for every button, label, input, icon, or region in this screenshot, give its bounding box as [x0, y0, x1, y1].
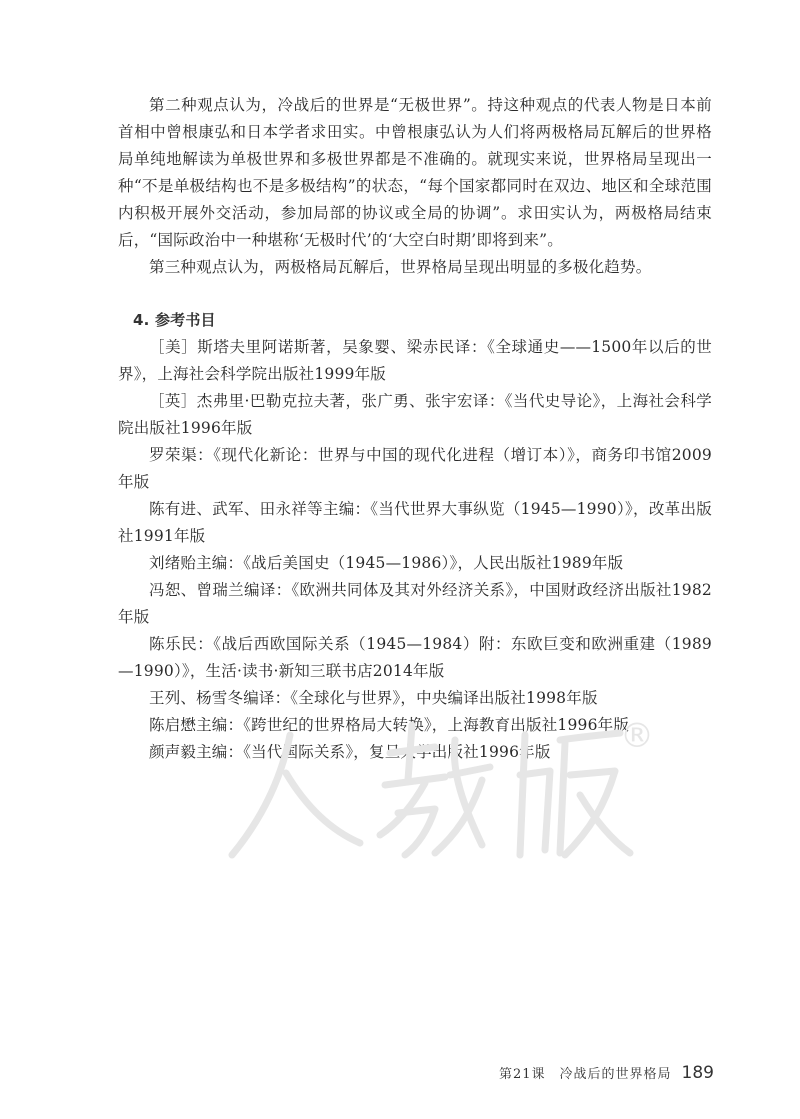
reference-item: 罗荣渠：《现代化新论：世界与中国的现代化进程（增订本）》，商务印书馆2009年版	[118, 446, 712, 491]
paragraph: 第三种观点认为，两极格局瓦解后，世界格局呈现出明显的多极化趋势。	[149, 258, 652, 276]
references-heading: 4. 参考书目	[133, 311, 216, 329]
reference-item: ［美］斯塔夫里阿诺斯著，吴象婴、梁赤民译：《全球通史——1500年以后的世界》，上海社会科学院出版社1999年版	[118, 338, 712, 383]
reference-item: 陈有进、武军、田永祥等主编：《当代世界大事纵览（1945—1990）》，改革出版社1991年版	[118, 500, 712, 545]
page-footer	[499, 1063, 714, 1083]
paragraph: 第二种观点认为，冷战后的世界是“无极世界”。持这种观点的代表人物是日本前首相中曾根康弘和日本学者求田实。中曾根康弘认为人们将两极格局瓦解后的世界格局单纯地解读为单极世界和多极世界都是不准确的。就现实来说，世界格局呈现出一种“不是单极结构也不是多极结构”的状态，“每个国家都同时在双边、地区和全球范围内积极开展外交活动，参加局部的协议或全局的协调”。求田实认为，两极格局结束后，“国际政治中一种堪称‘无极时代’的‘大空白时期’即将到来”。	[118, 96, 712, 249]
reference-item: 陈启懋主编：《跨世纪的世界格局大转换》，上海教育出版社1996年版	[149, 716, 630, 734]
page-number: 189	[681, 1063, 714, 1083]
references-list	[118, 334, 712, 766]
reference-item: 陈乐民：《战后西欧国际关系（1945—1984）附：东欧巨变和欧洲重建（1989—1990）》，生活·读书·新知三联书店2014年版	[118, 635, 712, 680]
registered-mark: ®	[620, 716, 654, 756]
reference-item: 刘绪贻主编：《战后美国史（1945—1986）》，人民出版社1989年版	[149, 554, 624, 572]
reference-item: ［英］杰弗里·巴勒克拉夫著，张广勇、张宇宏译：《当代史导论》，上海社会科学院出版社1996年版	[118, 392, 712, 437]
body-text	[118, 92, 712, 766]
lesson-title: 第21课 冷战后的世界格局	[499, 1067, 672, 1082]
reference-item: 冯恕、曾瑞兰编译：《欧洲共同体及其对外经济关系》，中国财政经济出版社1982年版	[118, 581, 712, 626]
reference-item: 王列、杨雪冬编译：《全球化与世界》，中央编译出版社1998年版	[149, 689, 598, 707]
reference-item: 颜声毅主编：《当代国际关系》，复旦大学出版社1996年版	[149, 743, 551, 761]
